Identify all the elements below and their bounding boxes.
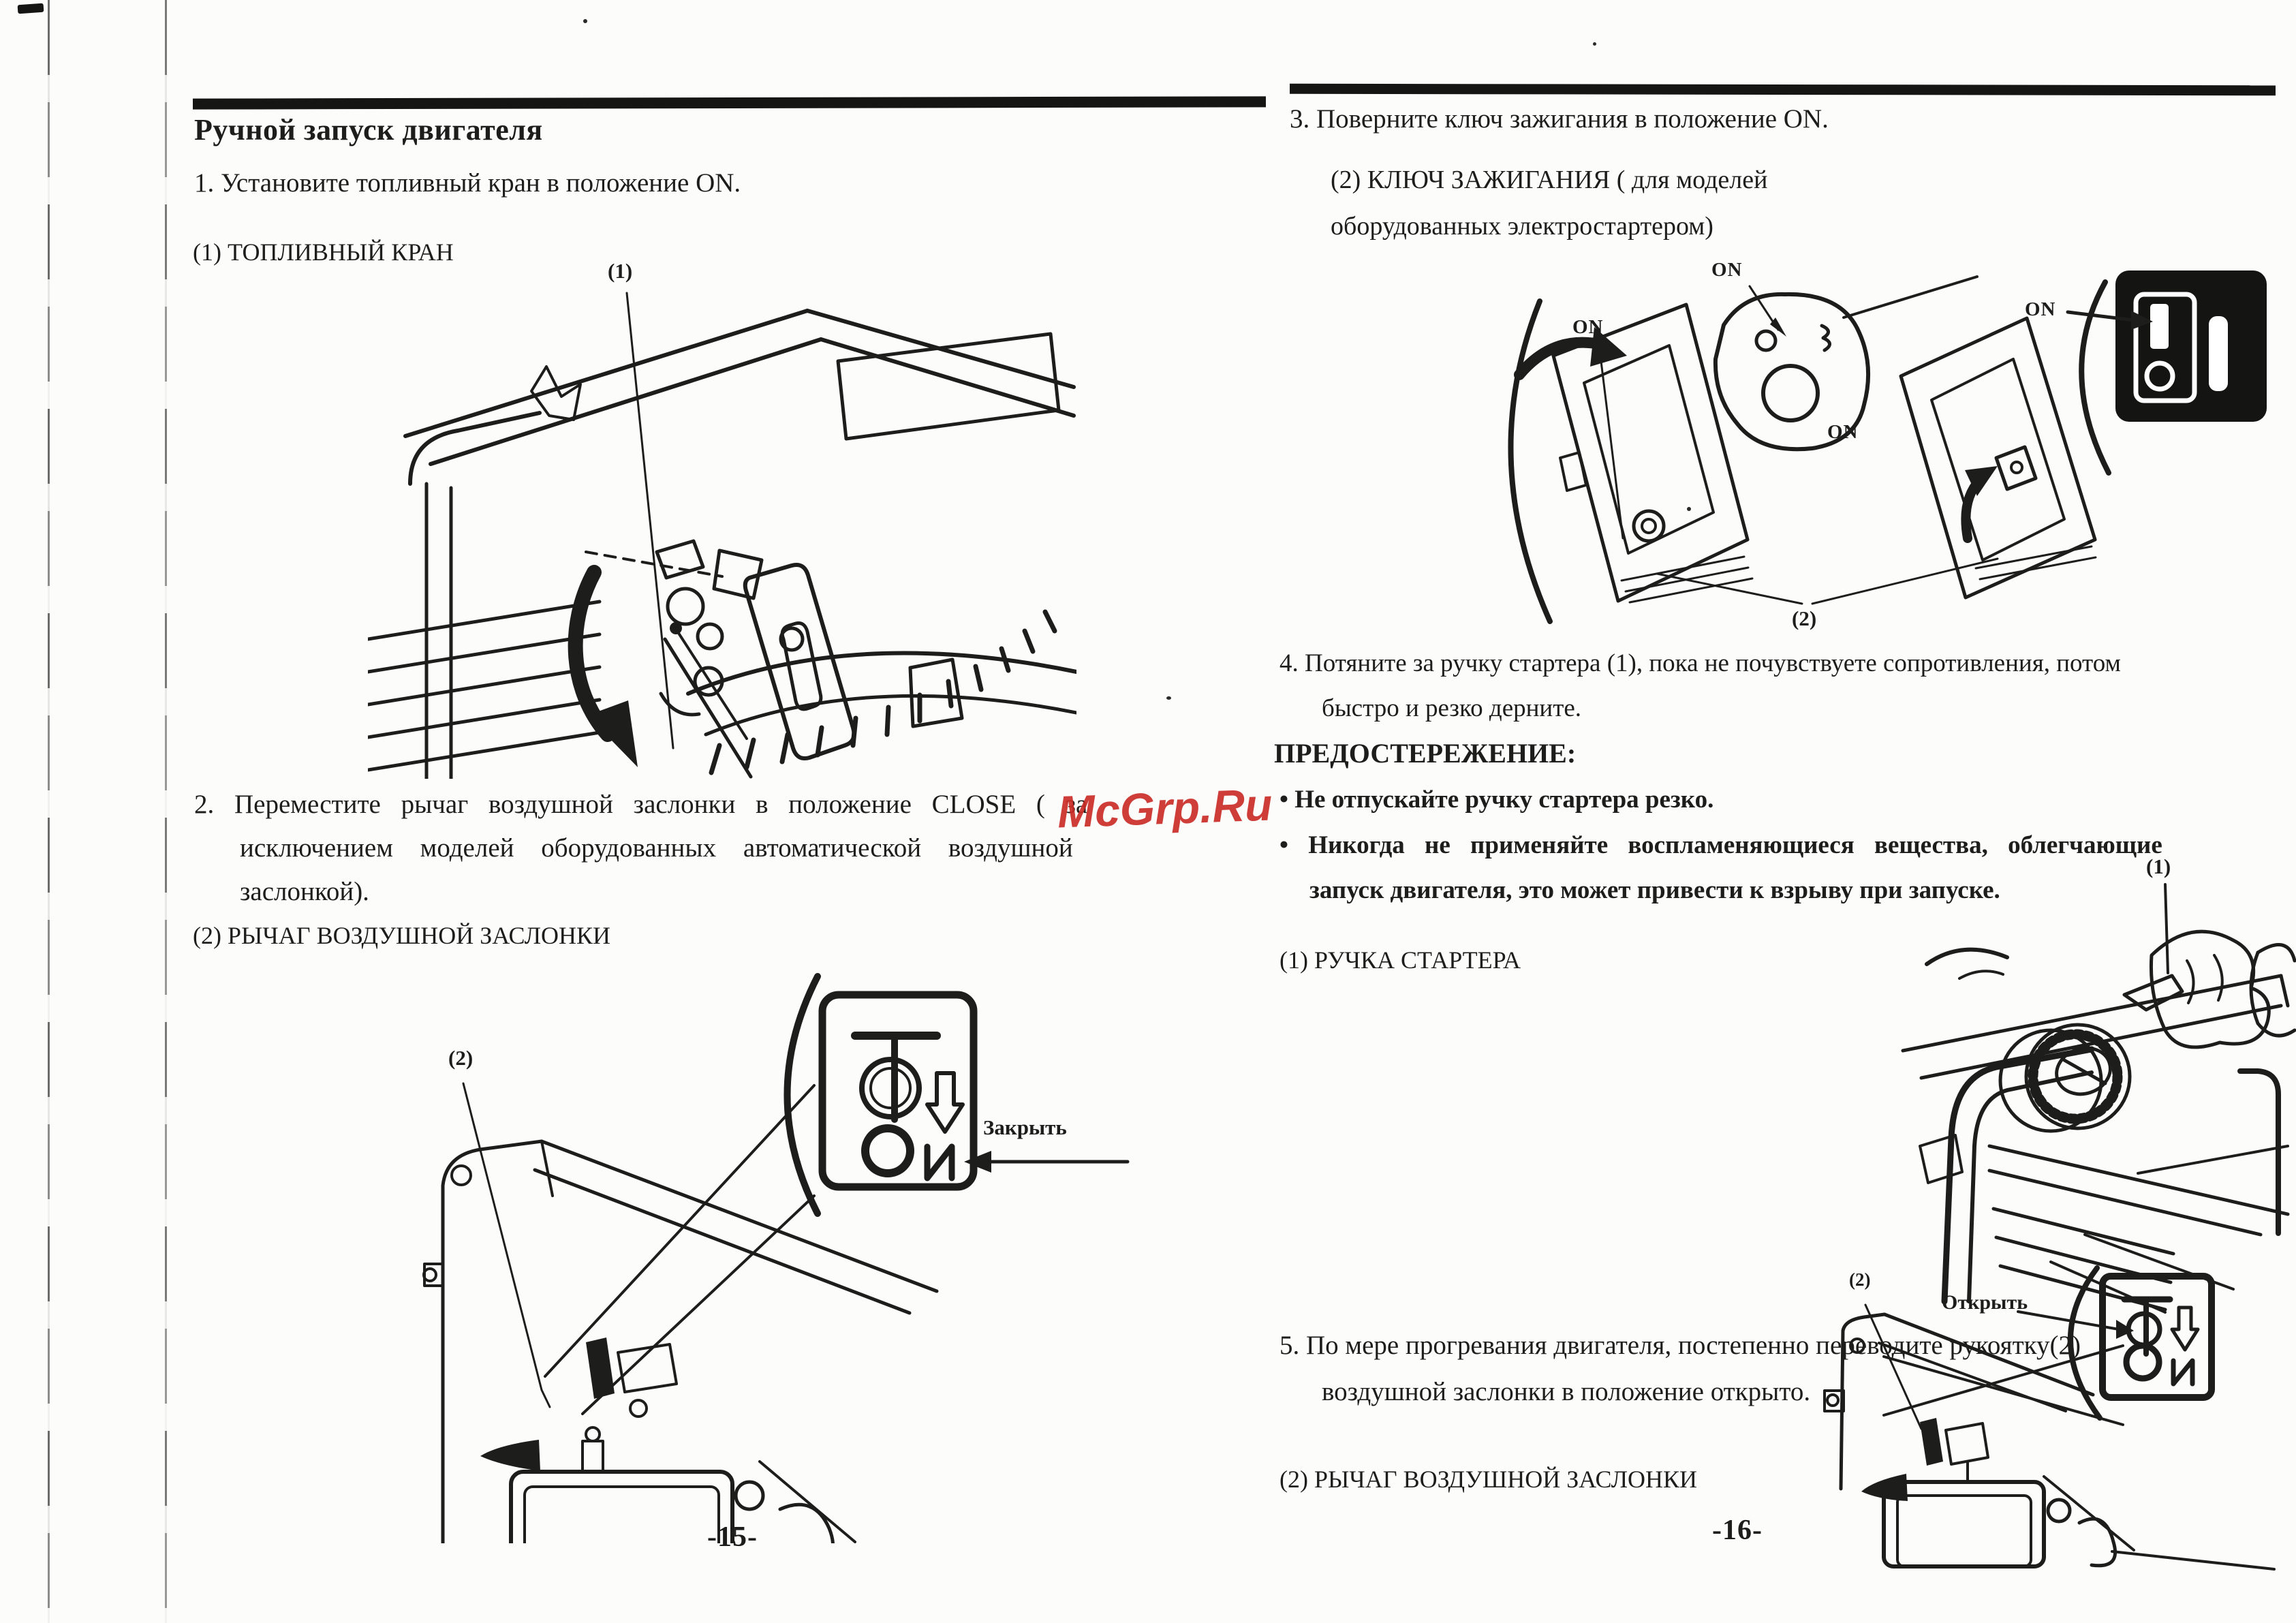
choke-close-label: Закрыть bbox=[983, 1115, 1067, 1139]
left-header-rule bbox=[193, 96, 1266, 109]
caution-item-2-line2: запуск двигателя, это может привести к взрыву при запуске. bbox=[1309, 876, 2000, 904]
fig5-callout-2: (2) bbox=[1849, 1269, 1871, 1290]
right-step-5-line2: воздушной заслонки в положение открыто. bbox=[1322, 1377, 1811, 1406]
scan-speck bbox=[1593, 42, 1596, 46]
left-step-2-line1: 2. Переместите рычаг воздушной заслонки в положение CLOSE ( за bbox=[194, 790, 1088, 819]
fig3-on-inset-label: ON bbox=[2025, 298, 2056, 320]
ignition-key-caption-line2: оборудованных электростартером) bbox=[1331, 212, 1713, 241]
right-step-3: 3. Поверните ключ зажигания в положение ON. bbox=[1290, 104, 1829, 134]
left-page-number: -15- bbox=[707, 1521, 758, 1553]
choke-close-illustration bbox=[378, 971, 1134, 1543]
right-header-rule bbox=[1290, 84, 2276, 96]
right-step-4-line2: быстро и резко дерните. bbox=[1322, 694, 1582, 722]
fig4-callout-1: (1) bbox=[2146, 854, 2171, 878]
choke-open-label: Открыть bbox=[1942, 1291, 2028, 1314]
figure-choke-open bbox=[1819, 1257, 2296, 1571]
figure-fuel-valve bbox=[368, 258, 1076, 779]
choke-lever-caption: (2) РЫЧАГ ВОЗДУШНОЙ ЗАСЛОНКИ bbox=[193, 922, 611, 949]
fig2-callout-2: (2) bbox=[448, 1046, 474, 1070]
right-step-4-line1: 4. Потяните за ручку стартера (1), пока не почувствуете сопротивления, потом bbox=[1279, 649, 2121, 677]
fuel-valve-illustration bbox=[368, 258, 1076, 779]
figure-choke-close bbox=[378, 971, 1134, 1543]
figure-ignition-switch bbox=[1458, 253, 2296, 645]
ignition-key-caption-line1: (2) КЛЮЧ ЗАЖИГАНИЯ ( для моделей bbox=[1331, 166, 1768, 194]
scan-speck bbox=[583, 19, 587, 23]
left-step-2-line2: исключением моделей оборудованных автоматической воздушной bbox=[240, 833, 1073, 863]
left-page-title: Ручной запуск двигателя bbox=[194, 113, 543, 146]
left-step-1: 1. Установите топливный кран в положение ON. bbox=[194, 168, 741, 198]
right-page-number: -16- bbox=[1712, 1515, 1763, 1546]
starter-pull-illustration bbox=[1879, 852, 2296, 1315]
page-gutter-line bbox=[165, 0, 167, 1623]
starter-grip-caption: (1) РУЧКА СТАРТЕРА bbox=[1279, 946, 1521, 974]
ignition-switch-illustration bbox=[1458, 253, 2296, 645]
fig3-callout-2: (2) bbox=[1792, 606, 1817, 630]
scan-edge-line bbox=[48, 0, 50, 1623]
fig3-on-mid-label: ON bbox=[1827, 421, 1859, 443]
right-step-5-line1: 5. По мере прогревания двигателя, постепенно переводите рукоятку(2) bbox=[1279, 1331, 2081, 1360]
figure-starter-pull bbox=[1879, 852, 2296, 1315]
site-watermark: McGrp.Ru bbox=[1056, 779, 1273, 837]
scan-mark bbox=[18, 3, 44, 14]
left-step-2-line3: заслонкой). bbox=[240, 877, 369, 906]
fuel-valve-caption: (1) ТОПЛИВНЫЙ КРАН bbox=[193, 238, 454, 266]
caution-item-2-line1: • Никогда не применяйте воспламеняющиеся вещества, облегчающие bbox=[1279, 831, 2162, 859]
scan-speck bbox=[1166, 696, 1171, 700]
caution-title: ПРЕДОСТЕРЕЖЕНИЕ: bbox=[1274, 738, 1577, 769]
choke-open-illustration bbox=[1819, 1257, 2296, 1571]
fig3-on-left-label: ON bbox=[1572, 316, 1604, 338]
choke-open-caption: (2) РЫЧАГ ВОЗДУШНОЙ ЗАСЛОНКИ bbox=[1279, 1466, 1698, 1493]
caution-item-1: • Не отпускайте ручку стартера резко. bbox=[1279, 786, 1714, 814]
fig1-callout-1: (1) bbox=[608, 259, 633, 283]
fig3-on-top-label: ON bbox=[1711, 259, 1743, 281]
